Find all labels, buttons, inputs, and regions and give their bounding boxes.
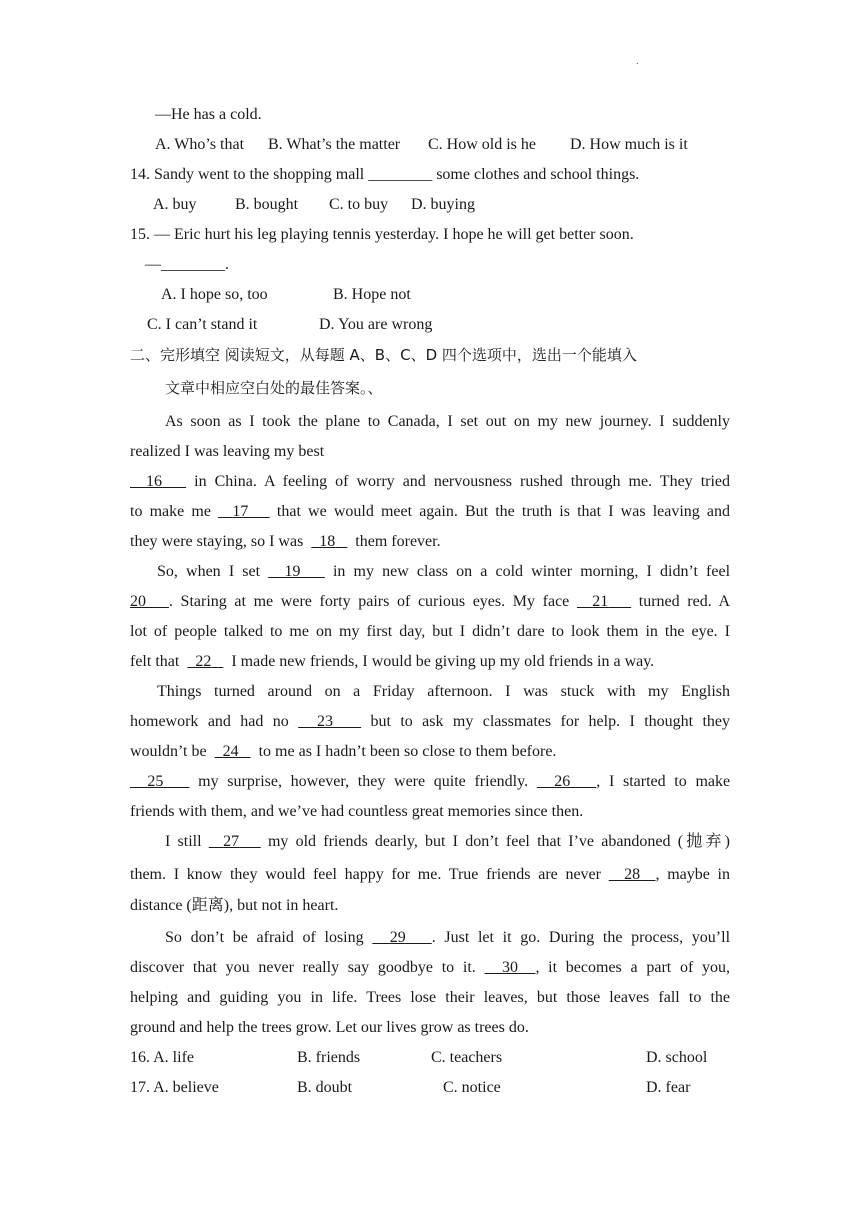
passage-line: discover that you never really say goodbye to it. 30 , it becomes a part of you,	[130, 959, 731, 976]
blank-23: 23	[316, 713, 333, 730]
q13-option-b: B. What’s the matter	[268, 136, 401, 153]
q13-option-a: A. Who’s that	[155, 136, 245, 153]
q15-option-c: C. I can’t stand it	[147, 316, 258, 333]
passage-line: I still 27 my old friends dearly, but I don’t feel that I’ve abandoned (抛弃)	[165, 833, 730, 850]
section2-heading: 二、完形填空 阅读短文，从每题 A、B、C、D 四个选项中，选出一个能填入	[130, 346, 637, 364]
blank-24: 24	[222, 743, 239, 760]
q14-stem: 14. Sandy went to the shopping mall ________ some clothes and school things.	[130, 166, 640, 183]
passage-line: helping and guiding you in life. Trees lose their leaves, but those leaves fall to the	[130, 989, 730, 1006]
blank-29: 29	[389, 929, 406, 946]
q13-option-c: C. How old is he	[428, 136, 536, 153]
passage-line: they were staying, so I was 18 them forever.	[130, 533, 441, 550]
q14-option-a: A. buy	[153, 196, 197, 213]
q16-option-d: D. school	[646, 1049, 708, 1066]
passage-line: 25 my surprise, however, they were quite friendly. 26 , I started to make	[130, 771, 730, 793]
passage-line: Things turned around on a Friday afternoon. I was stuck with my English	[157, 683, 730, 700]
q17-option-b: B. doubt	[297, 1079, 353, 1096]
q16-option-a: 16. A. life	[130, 1049, 194, 1066]
q14-option-c: C. to buy	[329, 196, 389, 213]
q16-option-c: C. teachers	[431, 1049, 503, 1066]
passage-line: 20 . Staring at me were forty pairs of curious eyes. My face 21 turned red. A	[130, 593, 731, 610]
passage-line: distance (距离), but not in heart.	[130, 897, 339, 914]
passage-line: So don’t be afraid of losing 29 . Just let it go. During the process, you’ll	[165, 929, 731, 946]
blank-21: 21	[592, 593, 609, 610]
blank-27: 27	[223, 833, 240, 850]
blank-16: 16	[146, 473, 163, 490]
blank-22: 22	[195, 653, 212, 670]
blank-26: 26	[554, 773, 571, 790]
q13-option-d: D. How much is it	[570, 136, 688, 153]
q16-option-b: B. friends	[297, 1049, 361, 1066]
passage-line: ground and help the trees grow. Let our lives grow as trees do.	[130, 1019, 529, 1036]
blank-30: 30	[501, 959, 518, 976]
blank-17: 17	[232, 503, 249, 520]
q17-option-a: 17. A. believe	[130, 1079, 219, 1096]
blank-20: 20	[130, 593, 146, 610]
q15-stem: 15. — Eric hurt his leg playing tennis yesterday. I hope he will get better soon.	[130, 226, 634, 243]
passage-line: 16 in China. A feeling of worry and nervousness rushed through me. They tried	[130, 471, 730, 493]
passage-line: them. I know they would feel happy for me. True friends are never 28 , maybe in	[130, 866, 730, 883]
passage-line: So, when I set 19 in my new class on a cold winter morning, I didn’t feel	[157, 563, 731, 580]
passage-line: lot of people talked to me on my first day, but I didn’t dare to look them in the eye. I	[130, 623, 730, 640]
blank-19: 19	[284, 563, 301, 580]
blank-18: 18	[319, 533, 336, 550]
passage-line: to make me 17 that we would meet again. But the truth is that I was leaving and	[130, 503, 731, 520]
blank-28: 28	[624, 866, 641, 883]
passage-line: felt that 22 I made new friends, I would be giving up my old friends in a way.	[130, 653, 655, 670]
q15-option-b: B. Hope not	[333, 286, 411, 303]
passage-line: homework and had no 23 but to ask my classmates for help. I thought they	[130, 713, 731, 730]
passage-line: As soon as I took the plane to Canada, I set out on my new journey. I suddenly	[165, 413, 730, 430]
q14-option-d: D. buying	[411, 196, 475, 213]
q14-option-b: B. bought	[235, 196, 299, 213]
q15-option-a: A. I hope so, too	[161, 286, 268, 303]
q17-option-d: D. fear	[646, 1079, 691, 1096]
passage-line: realized I was leaving my best	[130, 443, 325, 460]
section2-heading-cont: 文章中相应空白处的最佳答案。、	[165, 379, 383, 397]
q13-answer-line: —He has a cold.	[155, 106, 262, 123]
blank-25: 25	[147, 773, 164, 790]
q15-option-d: D. You are wrong	[319, 316, 433, 333]
q17-option-c: C. notice	[443, 1079, 501, 1096]
q15-answer-line: —________.	[145, 256, 229, 273]
page-mark: .	[636, 56, 639, 67]
passage-line: wouldn’t be 24 to me as I hadn’t been so close to them before.	[130, 743, 557, 760]
passage-line: friends with them, and we’ve had countless great memories since then.	[130, 803, 584, 820]
